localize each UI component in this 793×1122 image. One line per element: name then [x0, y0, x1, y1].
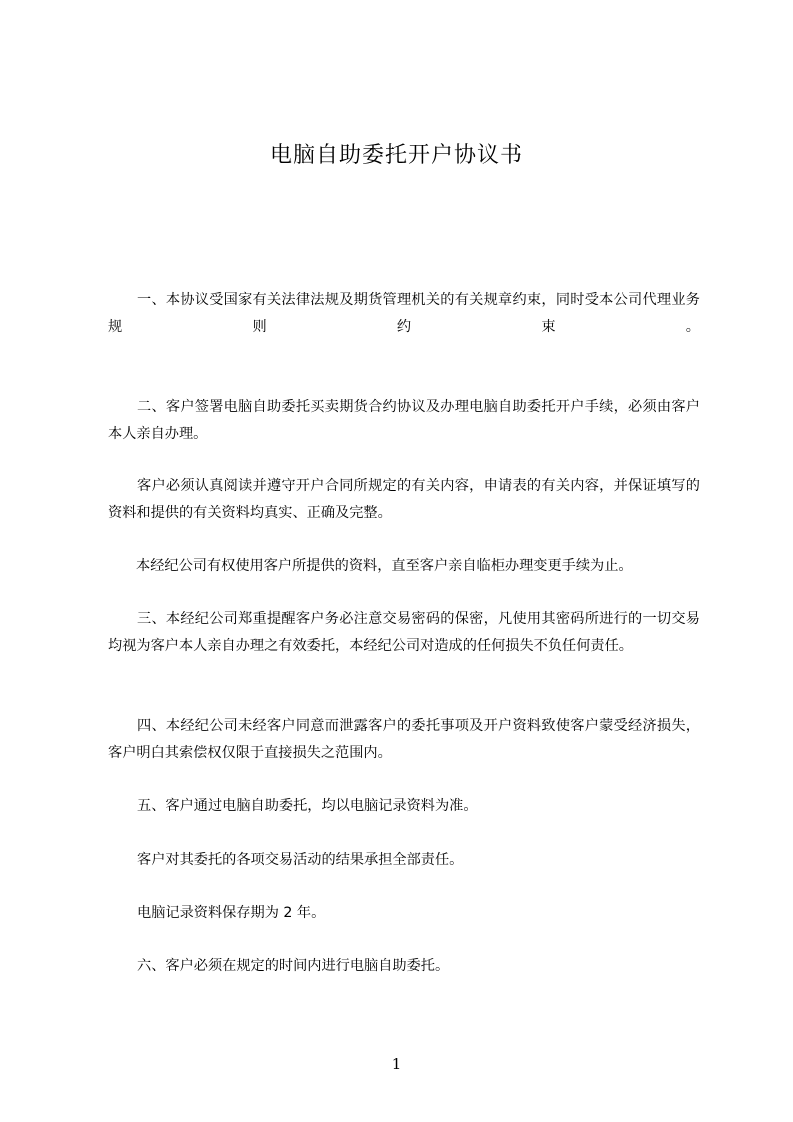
page-number: 1 — [391, 1055, 402, 1073]
document-title: 电脑自助委托开户协议书 — [269, 143, 523, 168]
paragraph-clause-1: 一、本协议受国家有关法律法规及期货管理机关的有关规章约束，同时受本公司代理业务规则约束。 — [108, 292, 700, 335]
paragraph-clause-2-sub-1: 客户必须认真阅读并遵守开户合同所规定的有关内容，申请表的有关内容，并保证填写的资料和提供的有关资料均真实、正确及完整。 — [108, 478, 700, 521]
paragraph-clause-6: 六、客户必须在规定的时间内进行电脑自助委托。 — [137, 958, 450, 974]
paragraph-clause-5: 五、客户通过电脑自助委托，均以电脑记录资料为准。 — [137, 798, 478, 814]
paragraph-clause-5-sub-1: 客户对其委托的各项交易活动的结果承担全部责任。 — [137, 852, 464, 868]
paragraph-clause-2-sub-2: 本经纪公司有权使用客户所提供的资料，直至客户亲自临柜办理变更手续为止。 — [136, 558, 633, 574]
paragraph-clause-5-sub-2: 电脑记录资料保存期为 2 年。 — [137, 905, 326, 921]
paragraph-clause-4: 四、本经纪公司未经客户同意而泄露客户的委托事项及开户资料致使客户蒙受经济损失，客户明白其索偿权仅限于直接损失之范围内。 — [108, 718, 700, 761]
paragraph-clause-2: 二、客户签署电脑自助委托买卖期货合约协议及办理电脑自助委托开户手续，必须由客户本人亲自办理。 — [108, 399, 700, 442]
paragraph-clause-3: 三、本经纪公司郑重提醒客户务必注意交易密码的保密，凡使用其密码所进行的一切交易均视为客户本人亲自办理之有效委托，本经纪公司对造成的任何损失不负任何责任。 — [108, 611, 700, 654]
